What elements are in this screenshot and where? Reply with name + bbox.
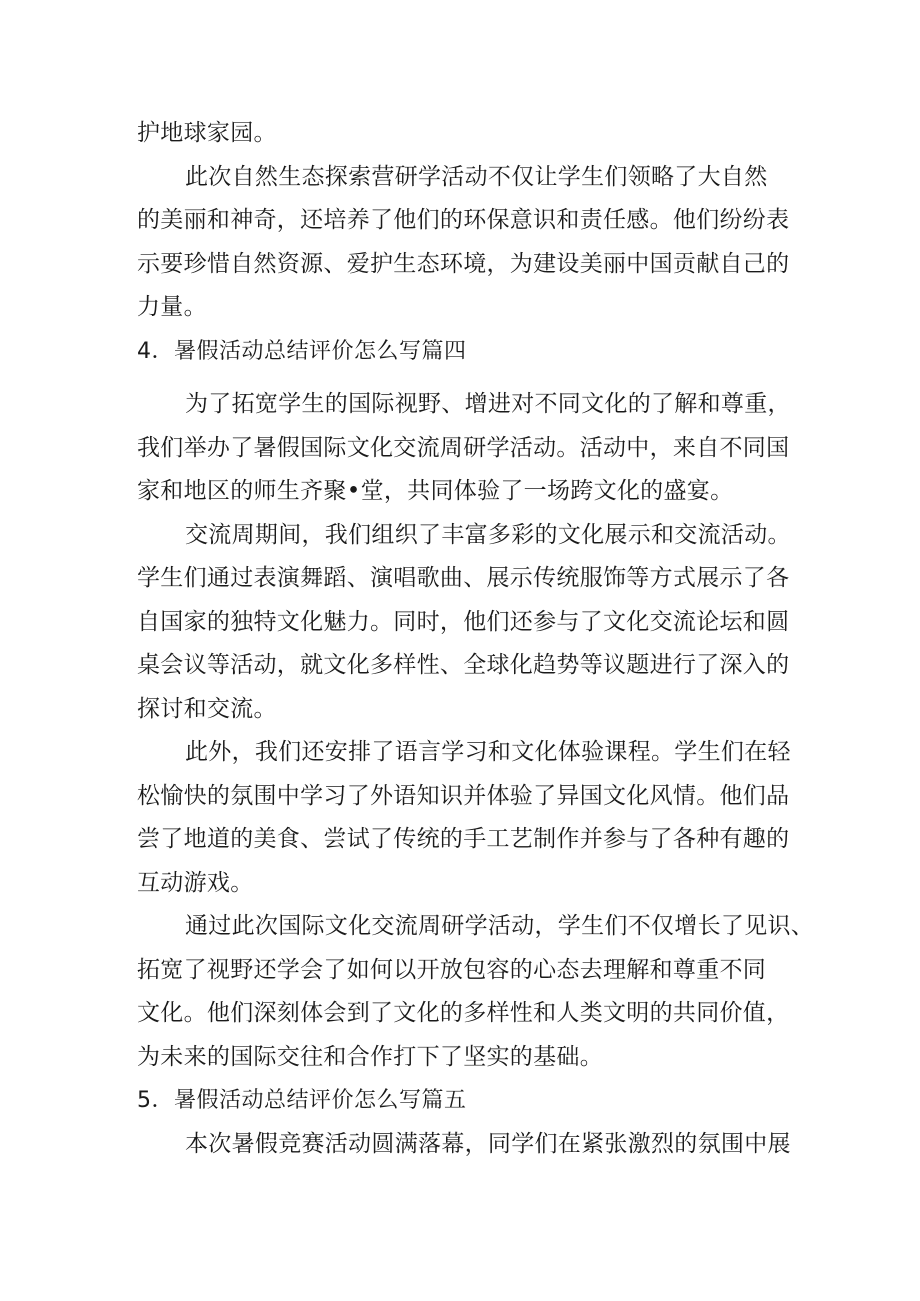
text-line: 松愉快的氛围中学习了外语知识并体验了异国文化风情。他们品 (137, 782, 790, 809)
text-line: 拓宽了视野还学会了如何以开放包容的心态去理解和尊重不同 (137, 956, 767, 983)
text-line: 自国家的独特文化魅力。同时，他们还参与了文化交流论坛和圆 (137, 608, 790, 635)
text-line: 通过此次国际文化交流周研学活动，学生们不仅增长了见识、 (185, 913, 815, 939)
paragraph (137, 383, 791, 514)
text-line: 尝了地道的美食、尝试了传统的手工艺制作并参与了各种有趣的 (137, 826, 790, 852)
text-line: 力量。 (137, 294, 207, 320)
text-line: 我们举办了暑假国际文化交流周研学活动。活动中，来自不同国 (137, 434, 790, 461)
paragraph (137, 905, 815, 1079)
text-line: 桌会议等活动，就文化多样性、全球化趋势等议题进行了深入的 (137, 652, 790, 678)
text-line: 此次自然生态探索营研学活动不仅让学生们领略了大自然 (185, 163, 768, 190)
paragraph (137, 112, 787, 156)
text-line: 互动游戏。 (137, 869, 254, 896)
text-line: 本次暑假竞赛活动圆满落幕，同学们在紧张激烈的氛围中展 (185, 1130, 791, 1157)
paragraph (137, 514, 791, 732)
text-line: 文化。他们深刻体会到了文化的多样性和人类文明的共同价值， (137, 1000, 790, 1026)
paragraph (137, 731, 791, 905)
paragraph (137, 156, 790, 330)
text-line: 的美丽和神奇，还培养了他们的环保意识和责任感。他们纷纷表 (137, 207, 790, 233)
text-line: 为未来的国际交往和合作打下了坚实的基础。 (137, 1043, 603, 1070)
text-line: 示要珍惜自然资源、爱护生态环境，为建设美丽中国贡献自己的 (137, 250, 790, 277)
section-heading: 4．暑假活动总结评价怎么写篇四 (137, 338, 467, 364)
document-page (137, 112, 815, 1166)
text-line: 此外，我们还安排了语言学习和文化体验课程。学生们在轻 (185, 739, 791, 765)
paragraph (137, 1123, 791, 1167)
section-heading: 5．暑假活动总结评价怎么写篇五 (137, 1088, 467, 1113)
text-line: 护地球家园。 (137, 120, 277, 146)
text-line: 学生们通过表演舞蹈、演唱歌曲、展示传统服饰等方式展示了各 (137, 565, 790, 591)
text-line: 家和地区的师生齐聚•堂，共同体验了一场跨文化的盛宴。 (137, 478, 734, 504)
text-line: 探讨和交流。 (137, 695, 277, 722)
text-line: 为了拓宽学生的国际视野、增进对不同文化的了解和尊重， (185, 391, 791, 417)
text-line: 交流周期间，我们组织了丰富多彩的文化展示和交流活动。 (185, 521, 791, 548)
